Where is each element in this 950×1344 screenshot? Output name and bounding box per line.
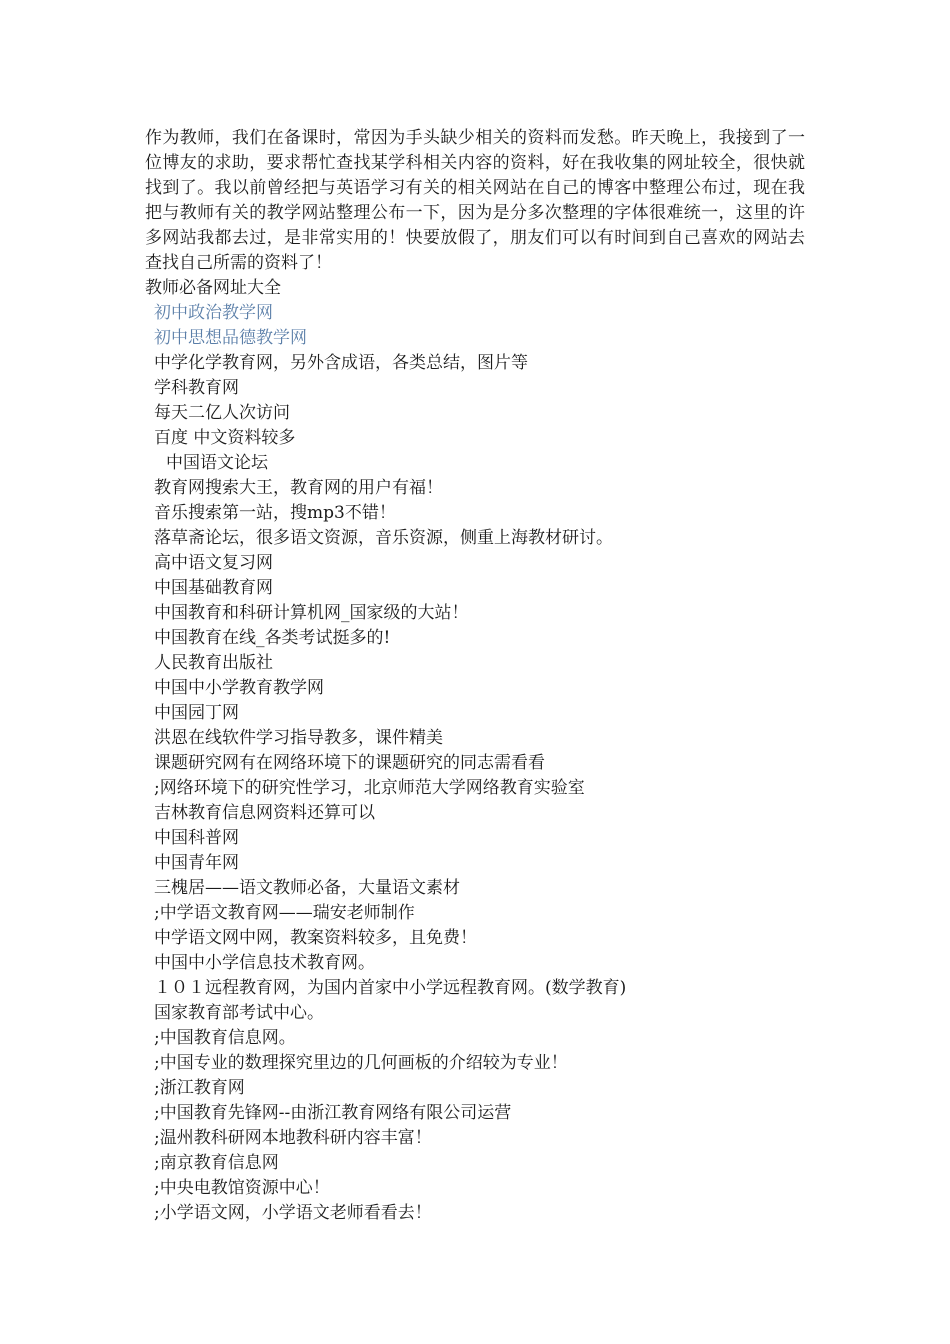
list-item: 中学语文网中网，教案资料较多，且免费！ [154, 928, 477, 948]
list-item: ;温州教科研网本地教科研内容丰富！ [154, 1128, 432, 1148]
list-item: ;小学语文网，小学语文老师看看去！ [154, 1203, 432, 1223]
list-item: 中学化学教育网，另外含成语，各类总结，图片等 [154, 353, 528, 373]
list-item: ;中国教育先锋网--由浙江教育网络有限公司运营 [154, 1103, 512, 1123]
list-item: 吉林教育信息网资料还算可以 [154, 803, 375, 823]
list-item: ;中央电教馆资源中心！ [154, 1178, 330, 1198]
list-item: 学科教育网 [154, 378, 239, 398]
intro-paragraph: 作为教师，我们在备课时，常因为手头缺少相关的资料而发愁。昨天晚上，我接到了一位博友的求助，要求帮忙查找某学科相关内容的资料，好在我收集的网址较全，很快就找到了。我以前曾经把与英语学习有关的相关网站在自己的博客中整理公布过，现在我把与教师有关的教学网站整理公布一下，因为是分多次整理的字体很难统一，这里的许多网站我都去过，是非常实用的！快要放假了，朋友们可以有时间到自己喜欢的网站去查找自己所需的资料了！ [145, 128, 805, 273]
list-item[interactable]: 初中思想品德教学网 [154, 328, 307, 348]
list-item: 课题研究网有在网络环境下的课题研究的同志需看看 [154, 753, 545, 773]
list-item: 百度 中文资料较多 [154, 428, 296, 448]
list-item: 音乐搜索第一站，搜mp3不错！ [154, 503, 396, 523]
list-item: 落草斋论坛，很多语文资源，音乐资源，侧重上海教材研讨。 [154, 528, 613, 548]
list-item: 教育网搜索大王，教育网的用户有福！ [154, 478, 443, 498]
list-item: ;中学语文教育网——瑞安老师制作 [154, 903, 415, 923]
list-item: 高中语文复习网 [154, 553, 273, 573]
list-item: 中国教育和科研计算机网_国家级的大站！ [154, 603, 469, 623]
list-item: ;浙江教育网 [154, 1078, 245, 1098]
list-item: 中国科普网 [154, 828, 239, 848]
list-item: 人民教育出版社 [154, 653, 273, 673]
website-list [0, 301, 950, 1226]
list-item: 中国教育在线_各类考试挺多的! [154, 628, 391, 648]
list-item: 国家教育部考试中心。 [154, 1003, 324, 1023]
list-item: 中国中小学信息技术教育网。 [154, 953, 375, 973]
list-item: １０１远程教育网，为国内首家中小学远程教育网。(数学教育) [154, 978, 627, 998]
list-item: 中国中小学教育教学网 [154, 678, 324, 698]
document-title: 教师必备网址大全 [145, 278, 281, 298]
list-item: ;中国教育信息网。 [154, 1028, 296, 1048]
list-item: 每天二亿人次访问 [154, 403, 290, 423]
list-item: 洪恩在线软件学习指导教多，课件精美 [154, 728, 443, 748]
list-item: 中国园丁网 [154, 703, 239, 723]
list-item: ;南京教育信息网 [154, 1153, 279, 1173]
list-item[interactable]: 初中政治教学网 [154, 303, 273, 323]
list-item: ;中国专业的数理探究里边的几何画板的介绍较为专业！ [154, 1053, 568, 1073]
list-item: ;网络环境下的研究性学习，北京师范大学网络教育实验室 [154, 778, 585, 798]
list-item: 中国语文论坛 [166, 453, 268, 473]
list-item: 中国青年网 [154, 853, 239, 873]
list-item: 三槐居——语文教师必备，大量语文素材 [154, 878, 460, 898]
list-item: 中国基础教育网 [154, 578, 273, 598]
